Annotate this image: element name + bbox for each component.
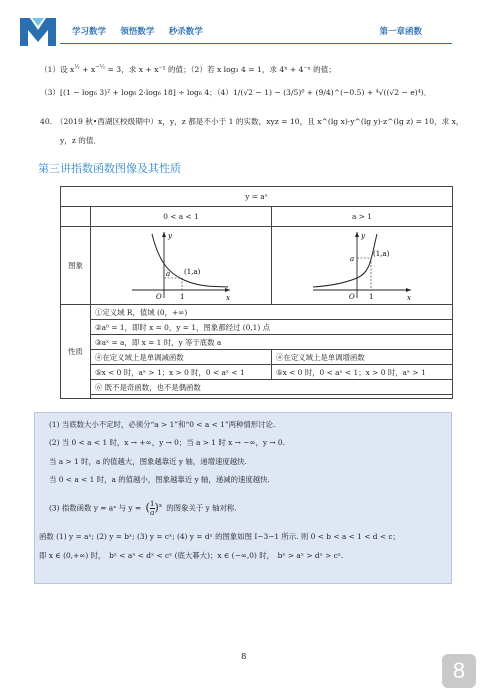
graph-increasing (272, 227, 453, 305)
prop-4-left: ④在定义域上是单调减函数 (91, 350, 272, 365)
prop-6: ⑥ 既不是奇函数，也不是偶函数 (91, 380, 453, 395)
prop-1: ①定义域 R，值域 (0，+∞) (91, 305, 453, 320)
page-badge[interactable]: 8 (442, 654, 476, 688)
header-rule (60, 43, 452, 44)
note-4: 当 0 < a < 1 时，a 的值越小，图象越靠近 y 轴，递减的速度越快. (49, 475, 270, 484)
g2-x-label: x (407, 293, 411, 302)
prop-4-right: ④在定义域上是单调增函数 (272, 350, 453, 365)
section-title: 第三讲指数函数图像及其性质 (38, 163, 181, 175)
prop-5-left: ⑤x < 0 时，aˣ > 1；x > 0 时，0 < aˣ < 1 (91, 365, 272, 380)
row-label-image: 图象 (61, 227, 91, 305)
g1-x-label: x (226, 293, 230, 302)
notes-box (34, 412, 452, 584)
row-label-properties: 性质 (61, 305, 91, 399)
table-corner (61, 207, 91, 227)
problem-39-line-1: （1）设 $x^{\frac{1}{2}} + x^{-\frac{1}{2}} = 3$，求 x + x⁻¹ 的值；（2）若 x log₃ 4 = 1，求 4ˣ + 4⁻ˣ 的值； (40, 64, 336, 74)
page-header (0, 0, 490, 58)
prop-spacer (91, 395, 453, 399)
note-5: (3) 指数函数 y = aˣ 与 y = ( $\frac{1}{a}$ )$^x$ 的图象关于 y 轴对称. (49, 499, 237, 517)
prop-5-right: ⑤x < 0 时，0 < aˣ < 1；x > 0 时，aˣ > 1 (272, 365, 453, 380)
prop-2: ②a⁰ = 1，即时 x = 0，y = 1，图象都经过 (0,1) 点 (91, 320, 453, 335)
prop-3: ③aˣ = a，即 x = 1 时，y 等于底数 a (91, 335, 453, 350)
g2-point: (1,a) (373, 249, 390, 258)
g1-y-label: y (168, 231, 172, 240)
exponential-properties-table (60, 186, 453, 399)
chapter-title: 第一章函数 (379, 26, 422, 36)
brand-logo-icon (18, 14, 58, 48)
table-header-formula: y = aˣ (61, 187, 453, 207)
brand-link-2: 领悟数学 (120, 26, 155, 36)
note-3: 当 a > 1 时，a 的值越大，图象越靠近 y 轴，递增速度越快. (49, 457, 247, 466)
brand-link-3: 秒杀数学 (168, 26, 203, 36)
g2-y-label: y (361, 231, 365, 240)
note-6: 函数 (1) y = aˣ; (2) y = bˣ; (3) y = cˣ; (4) y = dˣ 的图象如图 Ⅰ−3−1 所示. 则 0 < b < a < 1 < d < c； (39, 532, 400, 541)
g2-one: 1 (369, 292, 374, 301)
problem-39-line-2: （3）[(1 − log₆ 3)² + log₆ 2·log₆ 18] ÷ log₆ 4；（4）1/(√2 − 1) − (3/5)⁰ + (9/4)^(−0.5) + ⁴√((√2 − e)⁴)． (40, 88, 432, 97)
note-2: (2) 当 0 < a < 1 时，x → +∞，y → 0；当 a > 1 时 x → −∞，y → 0. (49, 438, 285, 447)
graph-decreasing (91, 227, 272, 305)
g1-a: a (166, 269, 171, 278)
decreasing-graph-figure (126, 228, 236, 302)
increasing-graph-figure (307, 228, 417, 302)
g2-a: a (350, 254, 355, 263)
col-header-a-lt-1: 0 < a < 1 (91, 207, 272, 227)
g2-origin: O (349, 292, 355, 301)
g1-one: 1 (180, 292, 185, 301)
problem-40-line-1: 40. （2019 秋•西湖区校级期中）x，y，z 都是不小于 1 的实数，xyz = 10，且 x^(lg x)·y^(lg y)·z^(lg z) = 10，求 x， (40, 117, 464, 126)
note-1: (1) 当底数大小不定时，必须分“a > 1”和“0 < a < 1”两种情形讨论. (49, 420, 276, 429)
brand-link-1: 学习数学 (72, 26, 107, 36)
note-7: 即 x ∈ (0,+∞) 时， bˣ < aˣ < dˣ < cˣ (底大幂大)；x ∈ (−∞,0) 时， bˣ > aˣ > dˣ > cˣ. (39, 551, 344, 560)
col-header-a-gt-1: a > 1 (272, 207, 453, 227)
g1-point: (1,a) (184, 267, 201, 276)
problem-40-line-2: y，z 的值． (60, 136, 102, 145)
page-number: 8 (241, 652, 247, 662)
brand-links (72, 25, 215, 37)
g1-origin: O (156, 292, 162, 301)
